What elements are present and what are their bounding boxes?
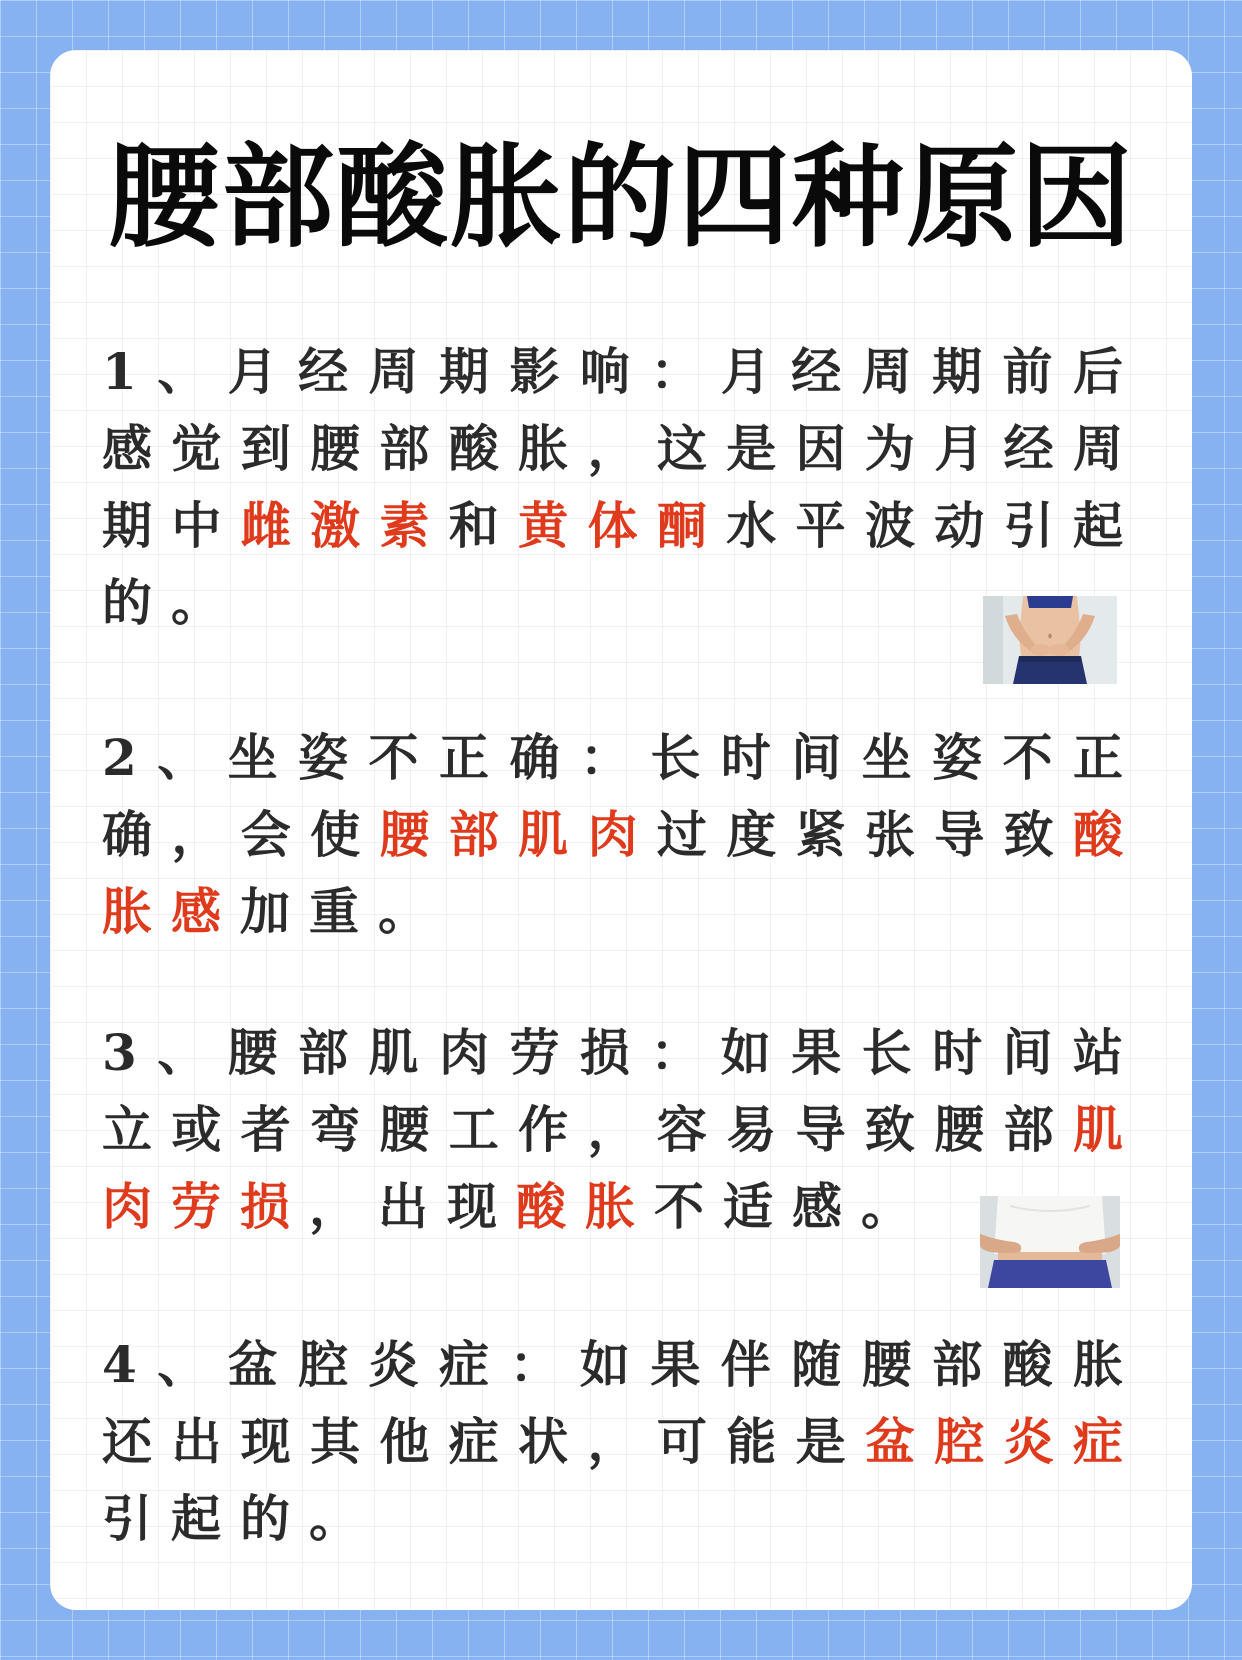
paragraph-text: 3、腰部肌肉劳损：如果长时间站立或者弯腰工作，容易导致腰部	[102, 1023, 1142, 1159]
lower-back-photo-icon	[980, 1196, 1120, 1288]
paragraph-text: 加重。	[240, 882, 447, 941]
paragraph-text: ，出现	[309, 1177, 516, 1236]
lower-back-photo-drawing	[980, 1196, 1120, 1288]
highlight-term: 酸胀	[516, 1177, 654, 1236]
paragraph-text: 引起的。	[102, 1489, 378, 1548]
content-card	[50, 50, 1192, 1610]
paragraph-text: 过度紧张导致	[656, 805, 1074, 864]
reason-paragraph-2	[102, 719, 1142, 950]
page-title: 腰部酸胀的四种原因	[108, 132, 1134, 263]
highlight-term: 腰部肌肉	[379, 805, 657, 864]
highlight-term: 盆腔炎症	[864, 1412, 1143, 1471]
paragraph-text: 和	[448, 496, 519, 555]
highlight-term: 黄体酮	[518, 496, 727, 555]
paragraph-text: 2、坐姿不正确：长时间坐姿不正确，会使	[102, 728, 1142, 864]
highlight-term: 酸胀感	[102, 805, 1143, 941]
paragraph-text: 水平波动引起的。	[102, 496, 1143, 632]
paragraph-text: 不适感。	[654, 1177, 930, 1236]
reason-paragraph-1	[102, 333, 1142, 641]
highlight-term: 肌肉劳损	[102, 1100, 1142, 1236]
belly-photo-drawing	[983, 596, 1117, 684]
highlight-term: 雌激素	[240, 496, 449, 555]
paragraph-text: 4、盆腔炎症：如果伴随腰部酸胀还出现其他症状，可能是	[102, 1335, 1142, 1471]
belly-photo-icon	[983, 596, 1117, 684]
reason-paragraph-4	[102, 1326, 1142, 1557]
paragraph-text: 1、月经周期影响：月经周期前后感觉到腰部酸胀，这是因为月经周期中	[102, 342, 1142, 555]
